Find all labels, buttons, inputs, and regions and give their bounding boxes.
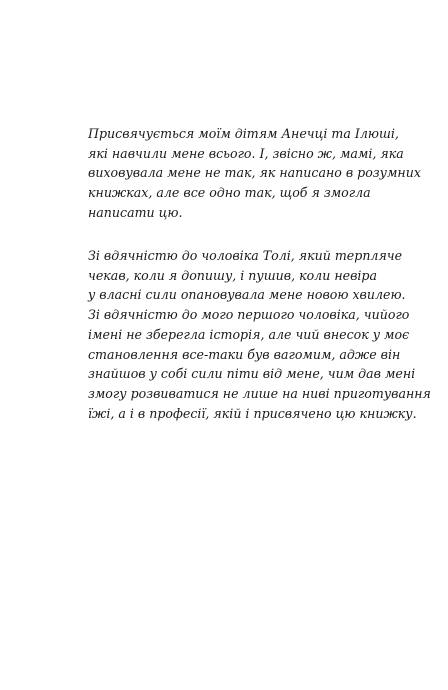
text-line: виховувала мене не так, як написано в розумних — [88, 165, 421, 181]
text-line: знайшов у собі сили піти від мене, чим дав мені — [88, 366, 416, 382]
text-line: становлення все-таки був вагомим, адже він — [88, 346, 401, 362]
text-line: книжках, але все одно так, щоб я змогла — [88, 185, 371, 201]
text-line: змогу розвиватися не лише на ниві приготування — [88, 385, 431, 401]
text-line: Зі вдячністю до чоловіка Толі, який терпляче — [88, 248, 403, 263]
text-line: Зі вдячністю до мого першого чоловіка, чийого — [88, 307, 410, 323]
text-line: чекав, коли я допишу, і пушив, коли невіра — [88, 267, 377, 283]
text-line: імені не зберегла історія, але чий внесок у моє — [88, 326, 410, 342]
dedication-paragraph-gratitude — [88, 246, 431, 423]
text-line: Присвячується моїм дітям Анечці та Ілюші, — [88, 126, 399, 141]
text-line: їжі, а і в професії, якій і присвячено цю книжку. — [88, 405, 417, 421]
text-line: у власні сили опановувала мене новою хвилею. — [88, 287, 406, 303]
text-line: написати цю. — [88, 204, 183, 220]
dedication-paragraph-family — [88, 124, 421, 223]
text-line: які навчили мене всього. І, звісно ж, мамі, яка — [88, 145, 404, 161]
